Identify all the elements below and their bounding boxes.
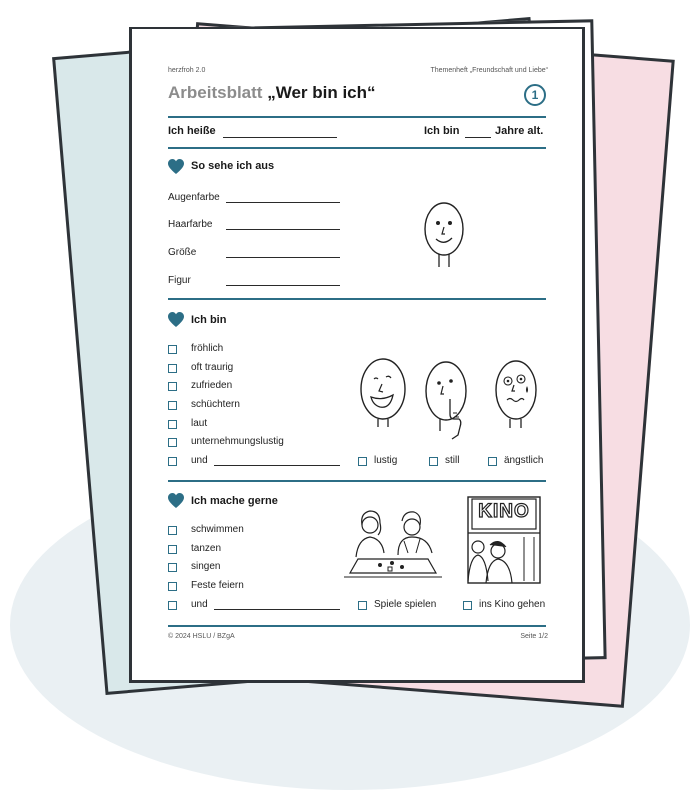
hobby-other-line[interactable] [214, 609, 340, 610]
field-label-height: Größe [168, 247, 197, 258]
field-label-hair: Haarfarbe [168, 219, 213, 230]
checkbox-froehlich[interactable] [168, 345, 177, 354]
heart-icon [168, 312, 184, 328]
rule-section3 [168, 625, 546, 627]
face-drawing-icon [422, 201, 466, 271]
checkbox-spiele-spielen[interactable] [358, 601, 367, 610]
section-hobbies-title: Ich mache gerne [191, 495, 278, 507]
checkbox-schuechtern[interactable] [168, 401, 177, 410]
checkbox-zufrieden[interactable] [168, 382, 177, 391]
trait-label: laut [191, 418, 208, 429]
field-line-figure[interactable] [226, 285, 340, 286]
trait-extra-label: still [445, 455, 460, 466]
hobby-label: singen [191, 561, 221, 572]
field-line-height[interactable] [226, 257, 340, 258]
footer-left: © 2024 HSLU / BZgA [168, 633, 235, 640]
rule-top [168, 116, 546, 118]
trait-extra-label: ängstlich [504, 455, 544, 466]
heart-icon [168, 493, 184, 509]
title-main: „Wer bin ich“ [267, 83, 376, 102]
checkbox-aengstlich[interactable] [488, 457, 497, 466]
header-right: Themenheft „Freundschaft und Liebe“ [430, 67, 548, 74]
anxious-face-icon [494, 358, 540, 430]
checkbox-oft-traurig[interactable] [168, 364, 177, 373]
hobby-label: schwimmen [191, 524, 244, 535]
trait-label: unternehmungslustig [191, 436, 284, 447]
trait-label: oft traurig [191, 362, 234, 373]
worksheet-page [129, 27, 585, 683]
checkbox-lustig[interactable] [358, 457, 367, 466]
age-suffix: Jahre alt. [495, 125, 544, 137]
trait-label: und [191, 455, 208, 466]
section-traits-title: Ich bin [191, 314, 227, 326]
title-prefix: Arbeitsblatt [168, 83, 263, 102]
trait-label: schüchtern [191, 399, 240, 410]
hobby-extra-label: Spiele spielen [374, 599, 437, 610]
field-line-eyes[interactable] [226, 202, 340, 203]
footer-right: Seite 1/2 [520, 633, 548, 640]
hobby-label: und [191, 599, 208, 610]
page-title [168, 83, 548, 109]
checkbox-laut[interactable] [168, 420, 177, 429]
checkbox-schwimmen[interactable] [168, 526, 177, 535]
heart-icon [168, 159, 184, 175]
checkbox-tanzen[interactable] [168, 545, 177, 554]
hobby-label: tanzen [191, 543, 222, 554]
checkbox-und-hobby[interactable] [168, 601, 177, 610]
checkbox-feste-feiern[interactable] [168, 582, 177, 591]
rule-intro [168, 147, 546, 149]
age-input-line[interactable] [465, 137, 491, 138]
quiet-face-icon [424, 359, 474, 449]
field-label-eyes: Augenfarbe [168, 192, 220, 203]
trait-other-line[interactable] [214, 465, 340, 466]
header-left: herzfroh 2.0 [168, 67, 206, 74]
checkbox-still[interactable] [429, 457, 438, 466]
trait-label: fröhlich [191, 343, 224, 354]
page-number-badge: 1 [524, 84, 546, 106]
field-line-hair[interactable] [226, 229, 340, 230]
hobby-label: Feste feiern [191, 580, 244, 591]
checkbox-unternehmungslustig[interactable] [168, 438, 177, 447]
trait-extra-label: lustig [374, 455, 398, 466]
laughing-face-icon [358, 357, 408, 429]
rule-section2 [168, 480, 546, 482]
cinema-sign: KINO [478, 501, 530, 522]
name-input-line[interactable] [223, 137, 337, 138]
section-looks-title: So sehe ich aus [191, 160, 275, 172]
age-label: Ich bin [424, 125, 460, 137]
board-game-illustration-icon [340, 507, 446, 583]
name-label: Ich heiße [168, 125, 216, 137]
checkbox-und[interactable] [168, 457, 177, 466]
rule-section1 [168, 298, 546, 300]
field-label-figure: Figur [168, 275, 191, 286]
checkbox-ins-kino-gehen[interactable] [463, 601, 472, 610]
checkbox-singen[interactable] [168, 563, 177, 572]
trait-label: zufrieden [191, 380, 233, 391]
hobby-extra-label: ins Kino gehen [479, 599, 546, 610]
